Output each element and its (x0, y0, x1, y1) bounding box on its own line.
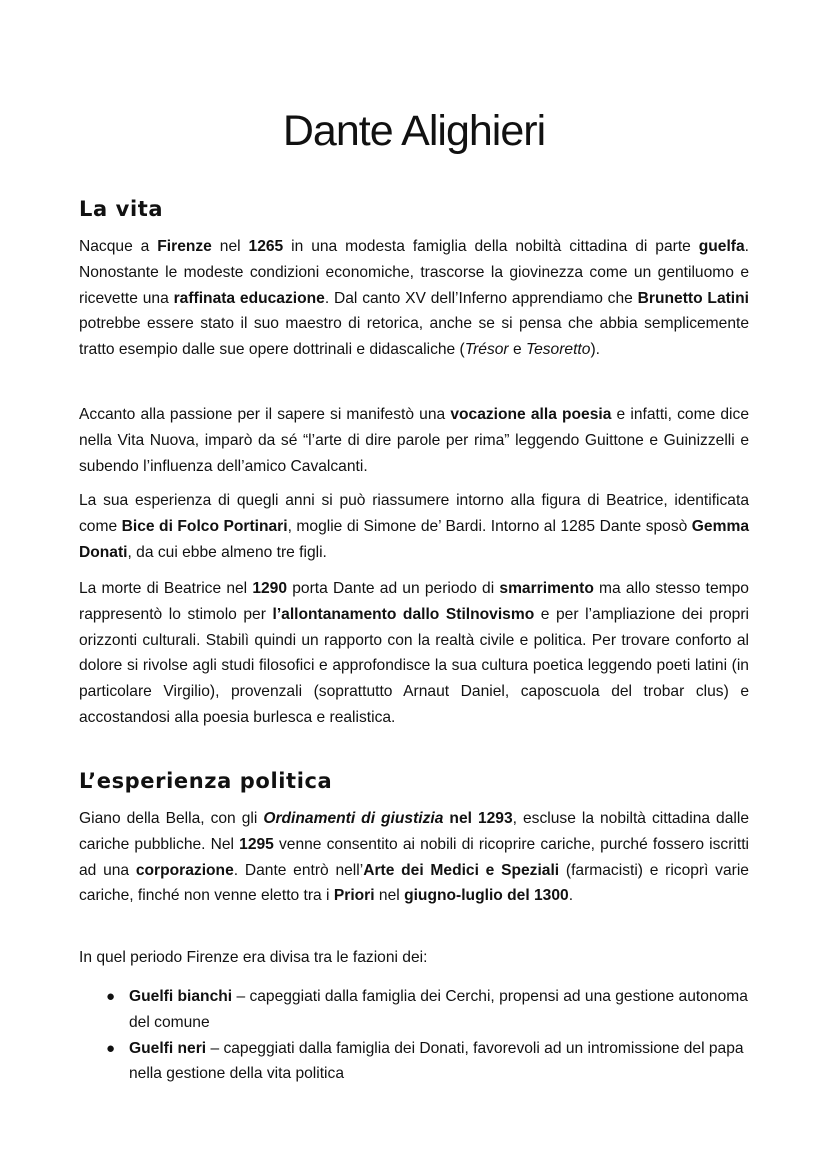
factions-list (79, 984, 749, 1087)
list-item (79, 1036, 749, 1088)
page-title: Dante Alighieri (282, 107, 546, 155)
list-item (79, 984, 749, 1036)
paragraph: Giano della Bella, con gli Ordinamenti di giustizia nel 1293, escluse la nobiltà cittadina dalle cariche pubbliche. Nel 1295 venne consentito ai nobili di ricoprire cariche, purché fossero iscritti ad una corporazione. Dante entrò nell’Arte dei Medici e Speziali (farmacisti) e ricoprì varie cariche, finché non venne eletto tra i Priori nel giugno-luglio del 1300. (79, 810, 749, 905)
list-item-text: Guelfi neri – capeggiati dalla famiglia dei Donati, favorevoli ad un intromissione del papa nella gestione della vita politica (129, 1039, 744, 1083)
section-heading-vita: La vita (79, 197, 164, 221)
paragraph: La morte di Beatrice nel 1290 porta Dante ad un periodo di smarrimento ma allo stesso tempo rappresentò lo stimolo per l’allontanamento dallo Stilnovismo e per l’ampliazione dei propri orizzonti culturali. Stabilì quindi un rapporto con la realtà civile e politica. Per trovare conforto al dolore si rivolse agli studi filosofici e approfondisce la sua cultura poetica leggendo poeti latini (in particolare Virgilio), provenzali (soprattutto Arnaut Daniel, caposcuola del trobar clus) e accostandosi alla poesia burlesca e realistica. (79, 580, 750, 726)
paragraph: In quel periodo Firenze era divisa tra le fazioni dei: (79, 949, 428, 966)
paragraph: La sua esperienza di quegli anni si può riassumere intorno alla figura di Beatrice, identificata come Bice di Folco Portinari, moglie di Simone de’ Bardi. Intorno al 1285 Dante sposò Gemma Donati, da cui ebbe almeno tre figli. (79, 492, 750, 561)
bullet-icon: ● (106, 988, 116, 1005)
list-item-text: Guelfi bianchi – capeggiati dalla famiglia dei Cerchi, propensi ad una gestione autonoma del comune (129, 988, 748, 1031)
section-heading-politica: L’esperienza politica (79, 769, 333, 793)
paragraph: Nacque a Firenze nel 1265 in una modesta famiglia della nobiltà cittadina di parte guelfa. Nonostante le modeste condizioni economiche, trascorse la giovinezza come un gentiluomo e ricevette una raffinata educazione. Dal canto XV dell’Inferno apprendiamo che Brunetto Latini potrebbe essere stato il suo maestro di retorica, anche se si pensa che abbia semplicemente tratto esempio dalle sue opere dottrinali e didascaliche (Trésor e Tesoretto). (79, 238, 750, 359)
paragraph: Accanto alla passione per il sapere si manifestò una vocazione alla poesia e infatti, come dice nella Vita Nuova, imparò da sé “l’arte di dire parole per rima” leggendo Guittone e Guinizzelli e subendo l’influenza dell’amico Cavalcanti. (79, 406, 749, 475)
bullet-icon: ● (106, 1039, 116, 1057)
